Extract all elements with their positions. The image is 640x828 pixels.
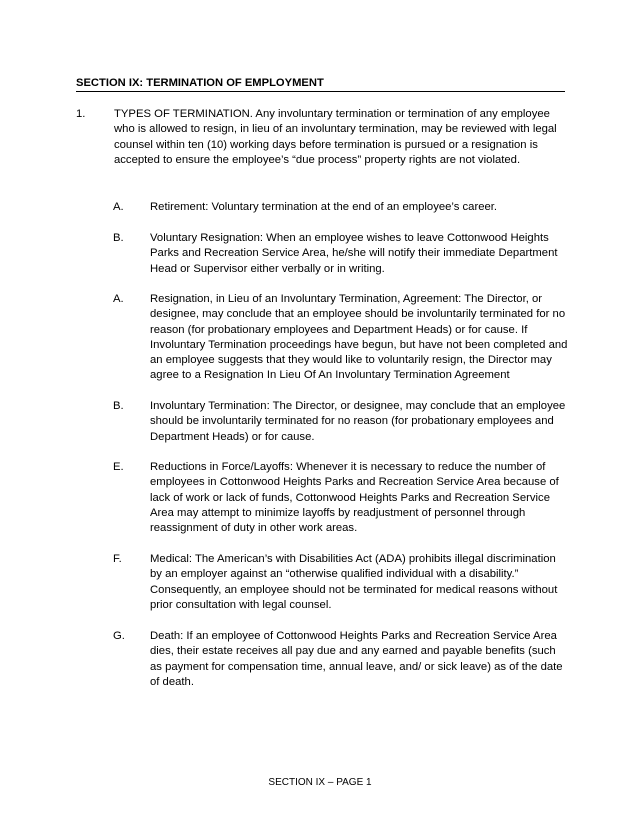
page-footer: SECTION IX – PAGE 1 bbox=[268, 777, 372, 788]
subitem-text: Resignation, in Lieu of an Involuntary Termination, Agreement: The Director, or designee, may conclude that an employee should be involuntarily terminated for no reason (for probationary employees and Department Heads) or for cause. If Involuntary Termination proceedings have begun, but have not been completed and an employee suggests that they would like to voluntarily resign, the Director may agree to a Resignation In Lieu Of An Involuntary Termination Agreement bbox=[150, 293, 568, 382]
subitem-letter: B. bbox=[113, 400, 124, 412]
subitem-letter: B. bbox=[113, 232, 124, 244]
subitem-text: Medical: The American’s with Disabilities Act (ADA) prohibits illegal discrimination by an employer against an “otherwise qualified individual with a disability.” Consequently, an employee should not be terminated for medical reasons without prior consultation with legal counsel. bbox=[150, 553, 558, 611]
item-1-text: TYPES OF TERMINATION. Any involuntary termination or termination of any employee who is allowed to resign, in lieu of an involuntary termination, may be reviewed with legal counsel within ten (10) working days before termination is pursued or a resignation is accepted to ensure the employee’s “due process” property rights are not violated. bbox=[114, 108, 557, 166]
subitem-text: Reductions in Force/Layoffs: Whenever it is necessary to reduce the number of employees in Cottonwood Heights Parks and Recreation Service Area because of lack of work or lack of funds, Cottonwood Heights Parks and Recreation Service Area may attempt to minimize layoffs by readjustment of personnel through reassignment of duty in other work areas. bbox=[150, 461, 559, 535]
subitem-letter: G. bbox=[113, 630, 125, 642]
subitem-text: Retirement: Voluntary termination at the end of an employee’s career. bbox=[150, 201, 498, 213]
section-heading: SECTION IX: TERMINATION OF EMPLOYMENT bbox=[76, 76, 565, 92]
subitem-text: Death: If an employee of Cottonwood Heights Parks and Recreation Service Area dies, their estate receives all pay due and any earned and payable benefits (such as payment for compensation time, annual leave, and/ or sick leave) as of the date of death. bbox=[150, 630, 563, 688]
subitem-letter: F. bbox=[113, 553, 122, 565]
item-1-number: 1. bbox=[76, 108, 86, 120]
subitem-text: Involuntary Termination: The Director, or designee, may conclude that an employee should be involuntarily terminated for no reason (for probationary employees and Department Heads) or for cause. bbox=[150, 400, 566, 443]
subitem-letter: A. bbox=[113, 293, 124, 305]
subitem-letter: A. bbox=[113, 201, 124, 213]
subitem-text: Voluntary Resignation: When an employee wishes to leave Cottonwood Heights Parks and Recreation Service Area, he/she will notify their immediate Department Head or Supervisor either verbally or in writing. bbox=[150, 232, 558, 275]
subitem-letter: E. bbox=[113, 461, 124, 473]
